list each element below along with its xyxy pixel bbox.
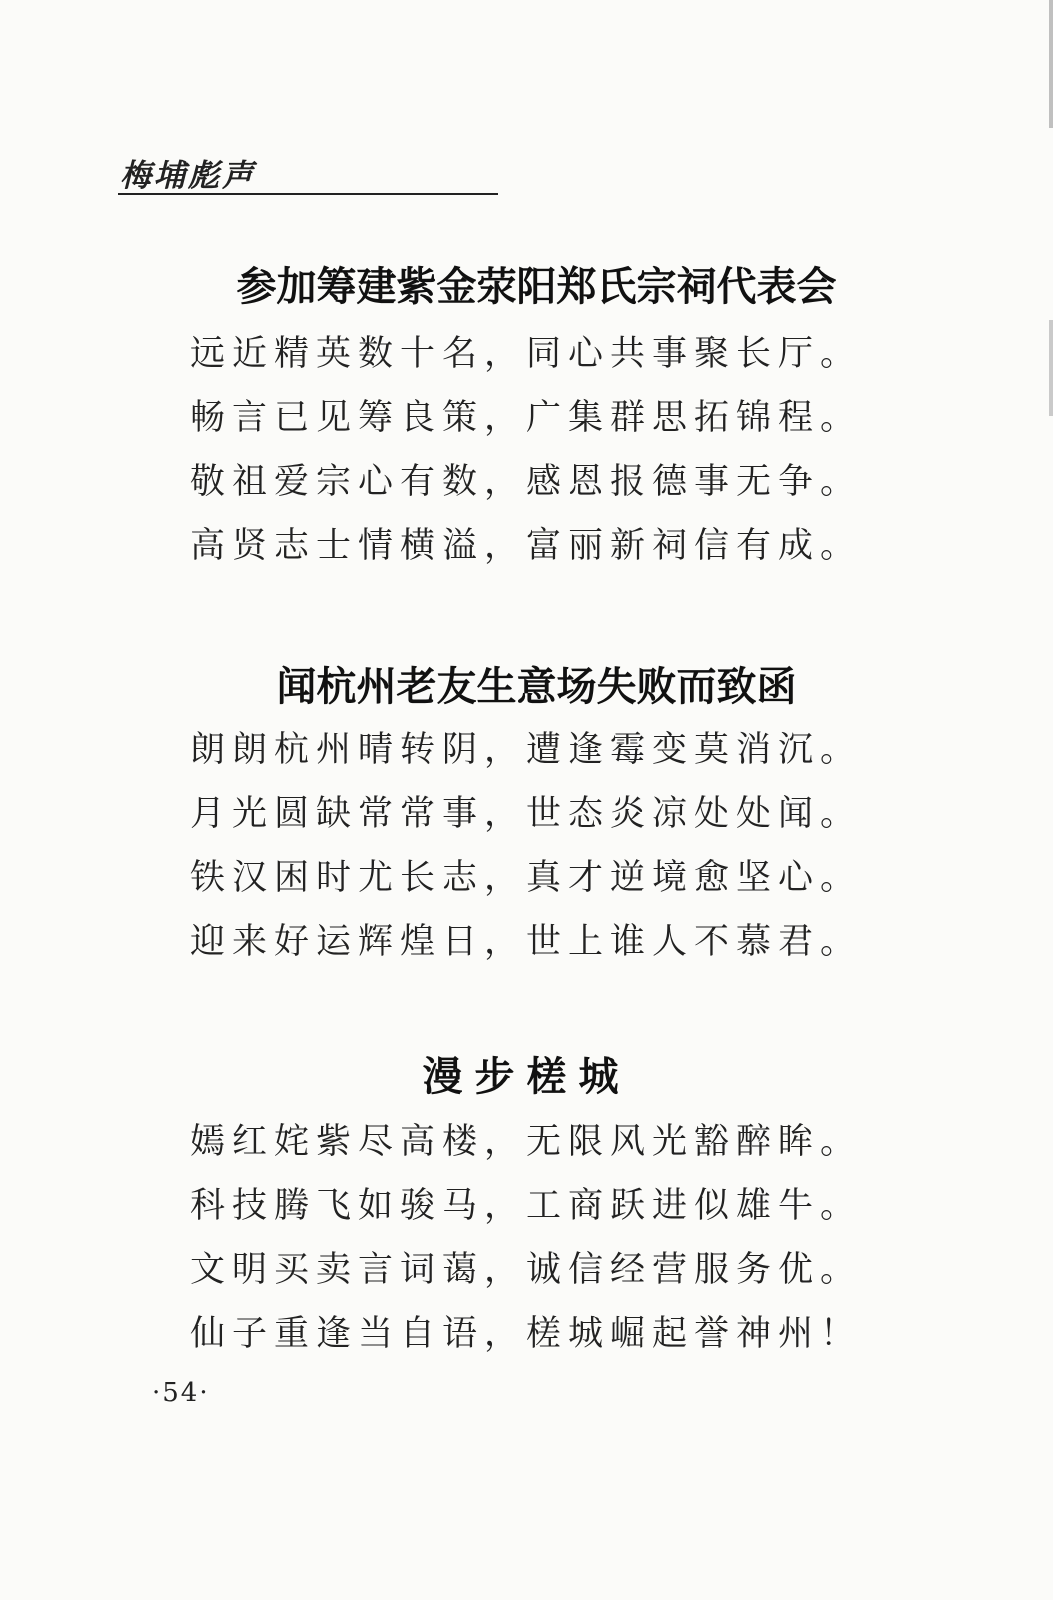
page-number: ·54· <box>152 1378 210 1408</box>
poem-line: 高贤志士情横溢，富丽新祠信有成。 <box>190 526 863 566</box>
poem-line: 仙子重逢当自语，槎城崛起誉神州！ <box>190 1314 863 1354</box>
poem-line: 敬祖爱宗心有数，感恩报德事无争。 <box>190 462 863 502</box>
poem-line: 科技腾飞如骏马，工商跃进似雄牛。 <box>190 1186 863 1226</box>
poem-lines <box>190 718 862 974</box>
scan-edge-marks <box>1049 0 1053 1600</box>
poem-title: 参加筹建紫金荥阳郑氏宗祠代表会 <box>236 263 837 310</box>
poem-line: 畅言已见筹良策，广集群思拓锦程。 <box>190 398 863 438</box>
poem-lines <box>190 322 862 578</box>
poem-line: 月光圆缺常常事，世态炎凉处处闻。 <box>190 794 863 834</box>
poem-line: 嫣红姹紫尽高楼，无限风光豁醉眸。 <box>190 1122 863 1162</box>
poem-line: 文明买卖言词蔼，诚信经营服务优。 <box>190 1250 863 1290</box>
poem-title: 闻杭州老友生意场失败而致函 <box>276 663 797 710</box>
poem-title: 漫步槎城 <box>422 1053 631 1100</box>
poem-lines <box>190 1110 862 1366</box>
running-head-rule <box>118 193 498 195</box>
poem-line: 迎来好运辉煌日，世上谁人不慕君。 <box>190 922 863 962</box>
poem-line: 铁汉困时尤长志，真才逆境愈坚心。 <box>190 858 863 898</box>
poem-line: 远近精英数十名，同心共事聚长厅。 <box>190 334 863 374</box>
poem-line: 朗朗杭州晴转阴，遭逢霉变莫消沉。 <box>190 730 863 770</box>
running-head: 梅埔彪声 <box>120 158 256 194</box>
